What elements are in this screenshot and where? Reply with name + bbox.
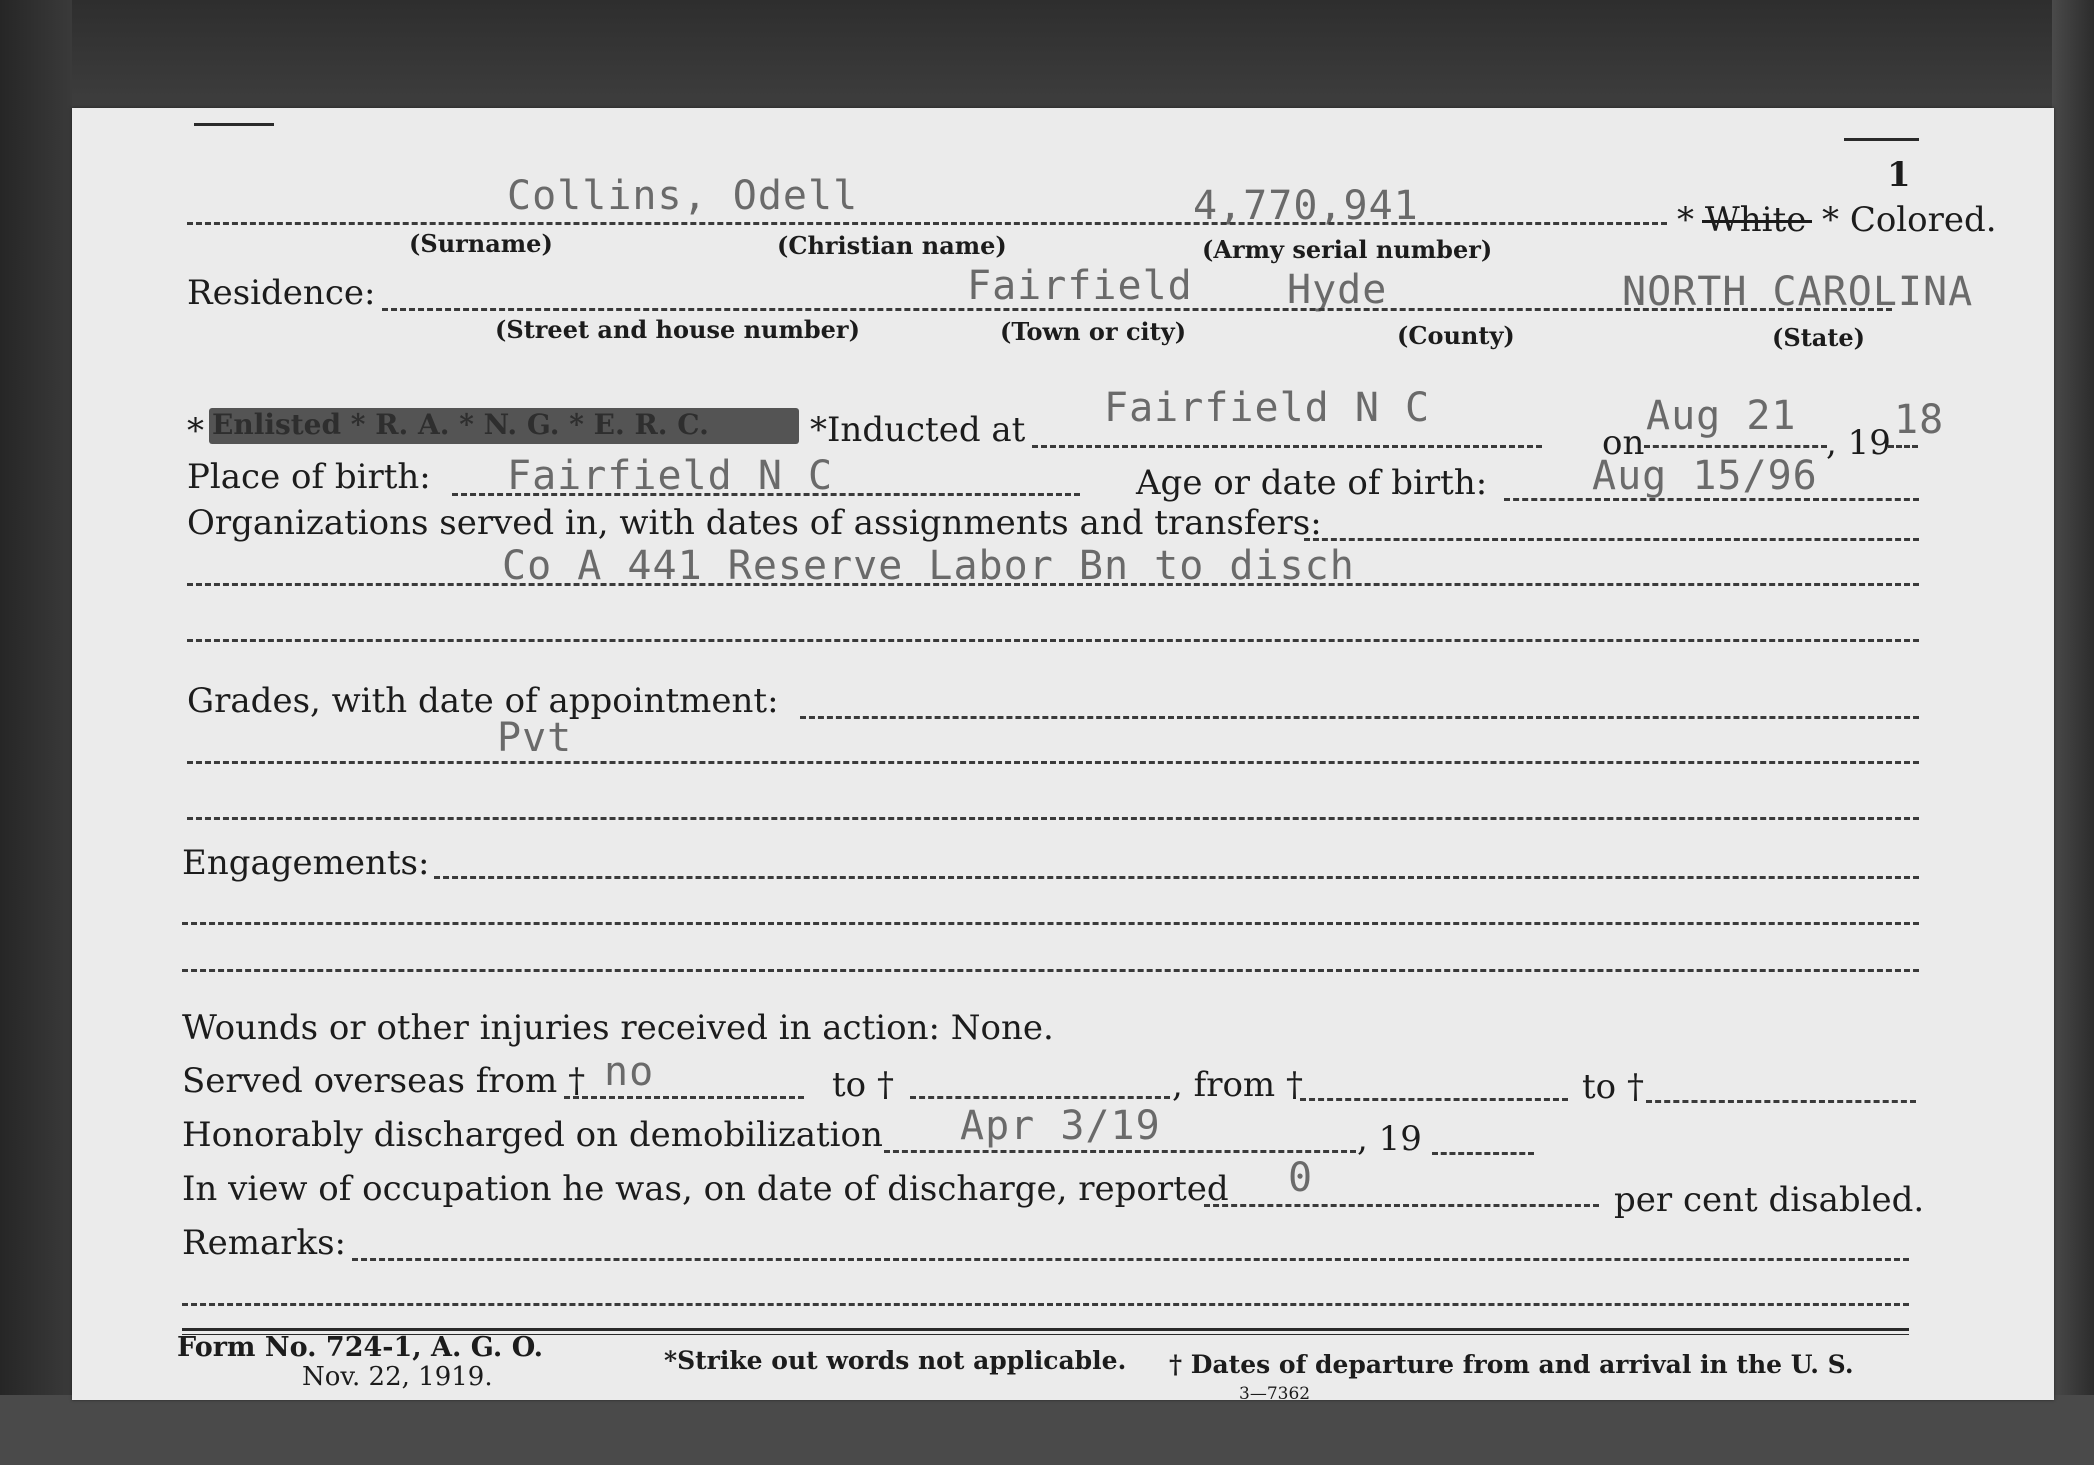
serial-number-value: 4,770,941 — [1193, 183, 1419, 229]
surname-name-value: Collins, Odell — [507, 173, 859, 219]
name-line — [187, 222, 1667, 225]
percent-value: 0 — [1288, 1155, 1314, 1201]
discharge-year-line — [1432, 1152, 1534, 1155]
organization-value: Co A 441 Reserve Labor Bn to disch — [502, 543, 1355, 589]
grades-line-3 — [187, 817, 1919, 820]
inducted-year-line — [1888, 445, 1918, 448]
discharge-date-value: Apr 3/19 — [960, 1103, 1161, 1149]
caption-state: (State) — [1772, 323, 1866, 352]
residence-line — [382, 308, 1892, 311]
inducted-date-value: Aug 21 — [1646, 393, 1797, 439]
overseas-from2-line — [1300, 1098, 1568, 1101]
overseas-to2-line — [1646, 1100, 1916, 1103]
organizations-line — [1304, 538, 1919, 541]
page-number: 1 — [1887, 155, 1911, 195]
caption-christian: (Christian name) — [777, 231, 1007, 260]
occupation-label: In view of occupation he was, on date of discharge, reported — [182, 1169, 1229, 1209]
birth-date-value: Aug 15/96 — [1592, 453, 1818, 499]
corner-rule-left — [194, 123, 274, 126]
town-value: Fairfield — [967, 263, 1193, 309]
background-top — [0, 0, 2094, 112]
form-date: Nov. 22, 1919. — [302, 1362, 493, 1392]
race-colored-text: Colored. — [1849, 200, 1997, 240]
served-overseas-label: Served overseas from † — [182, 1061, 586, 1101]
grades-line-2 — [187, 761, 1919, 764]
strike-note: *Strike out words not applicable. — [664, 1346, 1127, 1375]
inducted-date-line — [1644, 445, 1827, 448]
service-record-card — [72, 108, 2054, 1404]
inducted-at-label: *Inducted at — [810, 410, 1026, 450]
wounds-label: Wounds or other injuries received in action: None. — [182, 1008, 1054, 1048]
engagements-line — [434, 876, 1919, 879]
age-dob-label: Age or date of birth: — [1136, 463, 1488, 503]
place-of-birth-label: Place of birth: — [187, 457, 431, 497]
birth-date-line — [1504, 498, 1919, 501]
background-bottom — [0, 1395, 2094, 1465]
asterisk-enlisted: * — [187, 411, 204, 451]
from-label: , from † — [1172, 1065, 1303, 1105]
inducted-place-value: Fairfield N C — [1104, 385, 1431, 431]
grades-label: Grades, with date of appointment: — [187, 681, 779, 721]
remarks-label: Remarks: — [182, 1223, 346, 1263]
percent-disabled-label: per cent disabled. — [1614, 1180, 1925, 1220]
birth-place-value: Fairfield N C — [507, 453, 834, 499]
inducted-place-line — [1032, 445, 1542, 448]
form-number: Form No. 724-1, A. G. O. — [177, 1332, 544, 1363]
race-white-label: * White — [1677, 200, 1807, 240]
engagements-line-2 — [182, 922, 1919, 925]
remarks-line-2 — [182, 1303, 1909, 1306]
to-label: to † — [832, 1065, 894, 1105]
background-right — [2052, 0, 2094, 1465]
enlisted-options: Enlisted * R. A. * N. G. * E. R. C. — [212, 408, 709, 441]
discharged-label: Honorably discharged on demobilization — [182, 1115, 883, 1155]
remarks-line — [352, 1258, 1909, 1261]
county-value: Hyde — [1287, 267, 1388, 313]
inducted-year-value: 18 — [1894, 397, 1945, 443]
caption-surname: (Surname) — [409, 229, 553, 258]
discharge-date-line — [884, 1150, 1356, 1153]
percent-line — [1204, 1204, 1599, 1207]
dates-note: † Dates of departure from and arrival in the U. S. — [1169, 1350, 1854, 1379]
caption-county: (County) — [1397, 321, 1515, 350]
engagements-label: Engagements: — [182, 843, 430, 883]
caption-town: (Town or city) — [1000, 317, 1187, 346]
corner-rule-right — [1844, 138, 1919, 141]
background-left — [0, 0, 72, 1465]
overseas-from-line — [564, 1096, 804, 1099]
grades-line — [800, 716, 1919, 719]
residence-label: Residence: — [187, 273, 376, 313]
caption-street: (Street and house number) — [495, 315, 860, 344]
overseas-to-line — [910, 1096, 1170, 1099]
on-label: on — [1602, 423, 1645, 463]
birth-place-line — [452, 493, 1080, 496]
year-prefix2-label: , 19 — [1357, 1119, 1422, 1159]
print-code: 3—7362 — [1239, 1384, 1311, 1404]
overseas-from-value: no — [604, 1049, 655, 1095]
race-colored-label: * Colored. — [1822, 200, 1997, 240]
engagements-line-3 — [182, 969, 1919, 972]
footer-rule-1 — [182, 1328, 1909, 1331]
organizations-label: Organizations served in, with dates of assignments and transfers: — [187, 503, 1322, 543]
year-prefix-label: , 19 — [1826, 423, 1891, 463]
grade-value: Pvt — [497, 715, 573, 761]
to2-label: to † — [1582, 1067, 1644, 1107]
race-white-strike — [1702, 220, 1812, 223]
race-white-text: White — [1704, 200, 1807, 240]
state-value: NORTH CAROLINA — [1622, 269, 1974, 315]
organizations-line-2 — [187, 583, 1919, 586]
caption-serial: (Army serial number) — [1202, 235, 1493, 264]
organizations-line-3 — [187, 639, 1919, 642]
